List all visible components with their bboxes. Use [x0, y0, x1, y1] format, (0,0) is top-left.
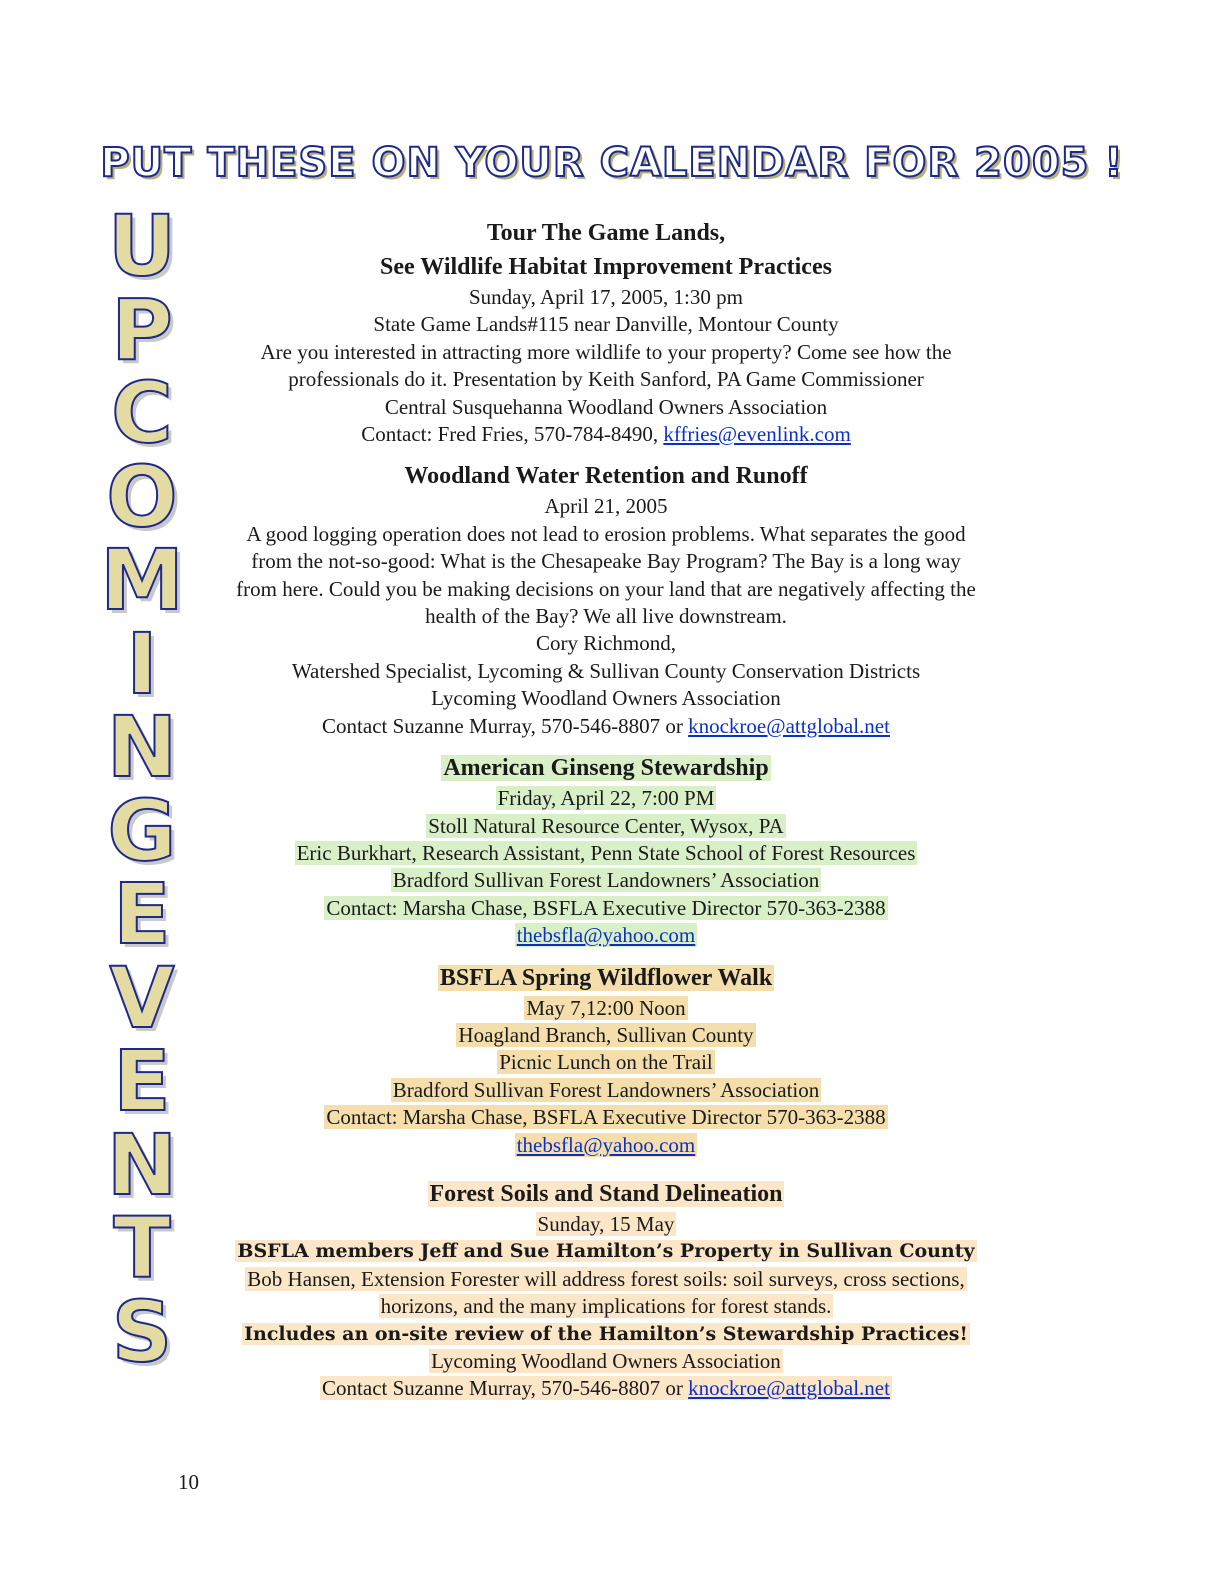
- event-description: Are you interested in attracting more wildlife to your property? Come see how the: [260, 339, 952, 364]
- event-contact: Contact Suzanne Murray, 570-546-8807 or: [322, 1376, 689, 1401]
- side-letter: O: [106, 447, 178, 546]
- event-title-row: [180, 961, 1032, 995]
- event-title-row: [180, 1177, 1032, 1211]
- event-speaker: Cory Richmond,: [536, 631, 676, 656]
- side-letter: I: [126, 614, 158, 713]
- side-letter: U: [107, 197, 177, 295]
- event-organization: Bradford Sullivan Forest Landowners’ Association: [392, 1077, 820, 1102]
- event-title: American Ginseng Stewardship: [443, 755, 769, 782]
- event-description: horizons, and the many implications for forest stands.: [380, 1294, 832, 1319]
- event-organization: Lycoming Woodland Owners Association: [431, 1349, 781, 1373]
- event-location-row: [180, 1238, 1032, 1265]
- contact-text: Contact Suzanne Murray, 570-546-8807 or: [322, 713, 689, 738]
- upcoming-events-vertical-title: [92, 197, 192, 1381]
- event-email-row: [180, 1132, 1032, 1159]
- event-description: Bob Hansen, Extension Forester will address forest soils: soil surveys, cross sections,: [247, 1266, 965, 1291]
- event-location-row: [180, 1022, 1032, 1049]
- event-description-row: [180, 1293, 1032, 1320]
- event-contact: [180, 713, 1032, 740]
- contact-email-link[interactable]: knockroe@attglobal.net: [688, 1376, 890, 1401]
- event-description: health of the Bay? We all live downstream.: [425, 604, 787, 629]
- event-date: Friday, April 22, 7:00 PM: [497, 786, 715, 811]
- event-organization-row: [180, 1077, 1032, 1104]
- event-date-row: [180, 995, 1032, 1022]
- event-title-row: [180, 751, 1032, 785]
- event-date-row: [180, 785, 1032, 812]
- page-number: 10: [178, 1470, 199, 1494]
- event-description-row: [180, 1266, 1032, 1293]
- event-description: A good logging operation does not lead to erosion problems. What separates the good: [246, 521, 966, 546]
- event-date: April 21, 2005: [544, 494, 668, 519]
- event-contact: Contact: Marsha Chase, BSFLA Executive Director 570-363-2388: [326, 895, 886, 920]
- contact-email-link[interactable]: knockroe@attglobal.net: [688, 713, 890, 738]
- event-location-row: [180, 813, 1032, 840]
- event-date: May 7,12:00 Noon: [526, 995, 686, 1020]
- event-location: Hoagland Branch, Sullivan County: [458, 1022, 754, 1047]
- event-extra-row: [180, 1049, 1032, 1076]
- event-wildflower-walk: [180, 961, 1032, 1159]
- event-description: from the not-so-good: What is the Chesapeake Bay Program? The Bay is a long way: [251, 549, 961, 574]
- side-letter: S: [111, 1282, 173, 1381]
- side-letter: G: [107, 781, 177, 880]
- side-letter: N: [106, 1115, 178, 1214]
- event-organization: Bradford Sullivan Forest Landowners’ Association: [392, 868, 820, 893]
- side-letter: P: [111, 280, 173, 379]
- event-title: See Wildlife Habitat Improvement Practices: [380, 254, 832, 280]
- side-letter: N: [106, 698, 178, 796]
- event-ginseng-stewardship: [180, 751, 1032, 949]
- event-date: Sunday, 15 May: [537, 1211, 675, 1236]
- event-email-row: [180, 922, 1032, 949]
- side-letter: E: [113, 865, 171, 963]
- event-extra: Picnic Lunch on the Trail: [499, 1050, 713, 1075]
- event-water-retention: [180, 459, 1032, 740]
- event-description: from here. Could you be making decisions on your land that are negatively affecting the: [236, 576, 976, 601]
- event-date: Sunday, April 17, 2005, 1:30 pm: [469, 285, 743, 309]
- side-letter: V: [109, 948, 175, 1047]
- event-organization-row: [180, 867, 1032, 894]
- event-game-lands-tour: [180, 216, 1032, 448]
- event-title: Forest Soils and Stand Delineation: [429, 1180, 783, 1207]
- contact-email-link[interactable]: thebsfla@yahoo.com: [516, 1132, 696, 1157]
- event-location: BSFLA members Jeff and Sue Hamilton’s Property in Sullivan County: [237, 1240, 975, 1263]
- event-date-row: [180, 1211, 1032, 1238]
- event-contact-row: [180, 895, 1032, 922]
- event-contact: [180, 421, 1032, 448]
- contact-text: Contact: Fred Fries, 570-784-8490,: [361, 422, 664, 447]
- event-description: professionals do it. Presentation by Keith Sanford, PA Game Commissioner: [288, 367, 924, 392]
- contact-email-link[interactable]: thebsfla@yahoo.com: [516, 923, 696, 948]
- event-note-row: [180, 1321, 1032, 1348]
- event-contact-row: [180, 1104, 1032, 1131]
- event-title: BSFLA Spring Wildflower Walk: [439, 964, 773, 991]
- event-title: Tour The Game Lands,: [486, 220, 726, 246]
- event-location: Stoll Natural Resource Center, Wysox, PA: [428, 813, 784, 838]
- event-note: Includes an on-site review of the Hamilton’s Stewardship Practices!: [244, 1322, 968, 1345]
- side-letter: T: [113, 1199, 171, 1297]
- event-speaker: Eric Burkhart, Research Assistant, Penn State School of Forest Resources: [296, 840, 916, 865]
- side-letter: E: [113, 1032, 171, 1130]
- event-contact: Contact: Marsha Chase, BSFLA Executive Director 570-363-2388: [326, 1105, 886, 1130]
- event-organization: Central Susquehanna Woodland Owners Association: [384, 394, 828, 419]
- event-title: Woodland Water Retention and Runoff: [404, 463, 808, 490]
- event-contact-row: [180, 1375, 1032, 1402]
- events-list: [180, 216, 1032, 1403]
- side-letter: C: [111, 364, 173, 462]
- side-letter: M: [100, 531, 184, 629]
- event-speaker-row: [180, 840, 1032, 867]
- event-speaker-title: Watershed Specialist, Lycoming & Sullivan County Conservation Districts: [291, 658, 921, 683]
- event-forest-soils: [180, 1177, 1032, 1403]
- event-organization: Lycoming Woodland Owners Association: [431, 686, 781, 711]
- contact-email-link[interactable]: kffries@evenlink.com: [663, 422, 851, 447]
- page-banner: PUT THESE ON YOUR CALENDAR FOR 2005 !: [100, 140, 1124, 186]
- event-organization-row: [180, 1348, 1032, 1375]
- event-location: State Game Lands#115 near Danville, Montour County: [373, 312, 839, 337]
